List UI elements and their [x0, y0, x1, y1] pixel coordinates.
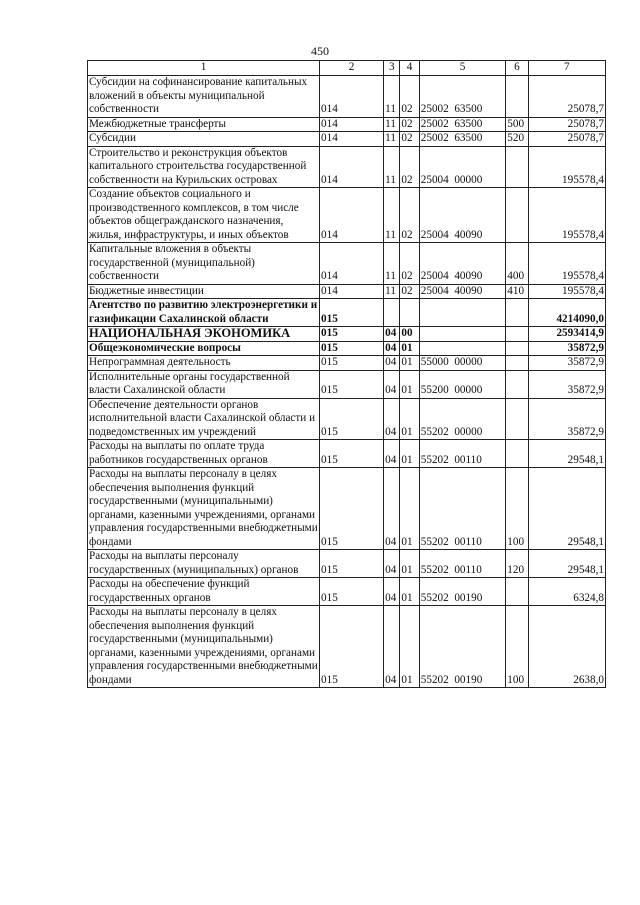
ministry-code-cell: 015 [320, 550, 384, 578]
expense-type-cell [506, 440, 528, 468]
expense-type-cell [506, 370, 528, 398]
table-row [88, 327, 606, 342]
table-row [88, 550, 606, 578]
table-row [88, 398, 606, 440]
section-code-cell: 04 [384, 356, 400, 371]
subsection-code-cell: 01 [400, 398, 419, 440]
ministry-code-cell: 014 [320, 188, 384, 243]
table-row [88, 440, 606, 468]
expense-type-cell [506, 578, 528, 606]
ministry-code-cell: 015 [320, 341, 384, 356]
target-article-cell [419, 299, 506, 327]
target-article-cell: 55202 00190 [419, 606, 506, 688]
target-article-cell: 55202 00190 [419, 578, 506, 606]
target-article-cell: 25002 63500 [419, 117, 506, 132]
amount-cell: 195578,4 [528, 188, 605, 243]
page-number: 450 [311, 44, 329, 58]
table-row [88, 188, 606, 243]
column-header: 1 [88, 61, 320, 76]
target-article-cell: 55202 00000 [419, 398, 506, 440]
ministry-code-cell: 014 [320, 243, 384, 285]
table-row [88, 356, 606, 371]
subsection-code-cell: 02 [400, 146, 419, 188]
amount-cell: 6324,8 [528, 578, 605, 606]
amount-cell: 2638,0 [528, 606, 605, 688]
row-name-cell: Непрограммная деятельность [88, 356, 320, 371]
subsection-code-cell: 01 [400, 606, 419, 688]
amount-cell: 35872,9 [528, 398, 605, 440]
row-name-cell: Расходы на выплаты персоналу в целях обеспечения выполнения функций государственными (муниципальными) органами, казенными учреждениями, органами управления государственными внебюджетными фондами [89, 468, 318, 548]
section-code-cell: 11 [384, 146, 400, 188]
subsection-code-cell: 01 [400, 440, 419, 468]
target-article-cell: 25004 00000 [419, 146, 506, 188]
column-header: 3 [384, 61, 400, 76]
table-row [88, 76, 606, 118]
subsection-code-cell: 00 [400, 327, 419, 342]
subsection-code-cell: 01 [400, 550, 419, 578]
ministry-code-cell: 015 [320, 468, 384, 550]
column-header: 7 [528, 61, 605, 76]
amount-cell: 4214090,0 [528, 299, 605, 327]
subsection-code-cell: 02 [400, 284, 419, 299]
target-article-cell: 55202 00110 [419, 550, 506, 578]
target-article-cell: 25002 63500 [419, 76, 506, 118]
row-name-cell: Расходы на обеспечение функций государственных органов [88, 578, 320, 606]
amount-cell: 195578,4 [528, 243, 605, 285]
expense-type-cell [506, 299, 528, 327]
expense-type-cell [506, 341, 528, 356]
subsection-code-cell: 02 [400, 188, 419, 243]
row-name-cell: Межбюджетные трансферты [88, 117, 320, 132]
row-name-cell: Расходы на выплаты персоналу государственных (муниципальных) органов [88, 550, 320, 578]
section-code-cell: 11 [384, 188, 400, 243]
target-article-cell: 25004 40090 [419, 243, 506, 285]
table-row [88, 132, 606, 147]
ministry-code-cell: 015 [320, 327, 384, 342]
table-row [88, 117, 606, 132]
target-article-cell: 25004 40090 [419, 284, 506, 299]
subsection-code-cell: 02 [400, 117, 419, 132]
section-code-cell [384, 299, 400, 327]
ministry-code-cell: 015 [320, 299, 384, 327]
ministry-code-cell: 015 [320, 398, 384, 440]
target-article-cell: 55202 00110 [419, 440, 506, 468]
ministry-code-cell: 014 [320, 76, 384, 118]
section-code-cell: 04 [384, 468, 400, 550]
column-header: 2 [320, 61, 384, 76]
table-row [88, 468, 606, 550]
expense-type-cell [506, 398, 528, 440]
expense-type-cell [506, 188, 528, 243]
target-article-cell: 25002 63500 [419, 132, 506, 147]
ministry-code-cell: 014 [320, 146, 384, 188]
target-article-cell: 55202 00110 [419, 468, 506, 550]
amount-cell: 35872,9 [528, 370, 605, 398]
column-header: 4 [400, 61, 419, 76]
section-code-cell: 04 [384, 606, 400, 688]
column-header: 6 [506, 61, 528, 76]
section-code-cell: 04 [384, 341, 400, 356]
ministry-code-cell: 015 [320, 578, 384, 606]
column-header: 5 [419, 61, 506, 76]
subsection-code-cell: 01 [400, 370, 419, 398]
row-name-cell: Исполнительные органы государственной власти Сахалинской области [88, 370, 320, 398]
section-code-cell: 04 [384, 327, 400, 342]
table-row [88, 243, 606, 285]
amount-cell: 2593414,9 [528, 327, 605, 342]
section-code-cell: 04 [384, 370, 400, 398]
expense-type-cell: 520 [506, 132, 528, 147]
ministry-code-cell: 015 [320, 356, 384, 371]
subsection-code-cell: 01 [400, 341, 419, 356]
amount-cell: 29548,1 [528, 468, 605, 550]
table-row [88, 578, 606, 606]
expense-type-cell: 120 [506, 550, 528, 578]
expense-type-cell: 100 [506, 606, 528, 688]
budget-table [87, 60, 606, 688]
section-code-cell: 11 [384, 76, 400, 118]
subsection-code-cell: 02 [400, 243, 419, 285]
target-article-cell: 55000 00000 [419, 356, 506, 371]
ministry-code-cell: 015 [320, 370, 384, 398]
subsection-code-cell: 02 [400, 132, 419, 147]
expense-type-cell [506, 327, 528, 342]
row-name-cell: Субсидии на софинансирование капитальных вложений в объекты муниципальной собственности [88, 76, 320, 118]
section-code-cell: 04 [384, 398, 400, 440]
table-row [88, 606, 606, 688]
target-article-cell [419, 327, 506, 342]
subsection-code-cell: 01 [400, 356, 419, 371]
expense-type-cell: 410 [506, 284, 528, 299]
target-article-cell [419, 341, 506, 356]
amount-cell: 25078,7 [528, 76, 605, 118]
section-code-cell: 11 [384, 132, 400, 147]
ministry-code-cell: 014 [320, 284, 384, 299]
row-name-cell: Субсидии [88, 132, 320, 147]
target-article-cell: 55200 00000 [419, 370, 506, 398]
row-name-cell: Общеэкономические вопросы [88, 341, 320, 356]
expense-type-cell [506, 356, 528, 371]
ministry-code-cell: 014 [320, 117, 384, 132]
amount-cell: 195578,4 [528, 146, 605, 188]
row-name-cell: Бюджетные инвестиции [88, 284, 320, 299]
row-name-cell: Капитальные вложения в объекты государственной (муниципальной) собственности [88, 243, 320, 285]
section-code-cell: 04 [384, 440, 400, 468]
table-row [88, 284, 606, 299]
section-code-cell: 11 [384, 243, 400, 285]
expense-type-cell [506, 76, 528, 118]
amount-cell: 29548,1 [528, 550, 605, 578]
amount-cell: 35872,9 [528, 341, 605, 356]
subsection-code-cell [400, 299, 419, 327]
section-code-cell: 04 [384, 550, 400, 578]
expense-type-cell: 500 [506, 117, 528, 132]
row-name-cell: Расходы на выплаты по оплате труда работников государственных органов [88, 440, 320, 468]
amount-cell: 25078,7 [528, 117, 605, 132]
expense-type-cell: 100 [506, 468, 528, 550]
expense-type-cell [506, 146, 528, 188]
row-name-cell: Строительство и реконструкция объектов капитального строительства государственной собственности на Курильских островах [88, 146, 320, 188]
expense-type-cell: 400 [506, 243, 528, 285]
row-name-cell: Агентство по развитию электроэнергетики и газификации Сахалинской области [88, 299, 320, 327]
target-article-cell: 25004 40090 [419, 188, 506, 243]
subsection-code-cell: 02 [400, 76, 419, 118]
table-row [88, 299, 606, 327]
subsection-code-cell: 01 [400, 468, 419, 550]
table-row [88, 370, 606, 398]
table-row [88, 146, 606, 188]
amount-cell: 29548,1 [528, 440, 605, 468]
ministry-code-cell: 015 [320, 440, 384, 468]
row-name-cell: НАЦИОНАЛЬНАЯ ЭКОНОМИКА [88, 327, 320, 342]
table-row [88, 341, 606, 356]
amount-cell: 35872,9 [528, 356, 605, 371]
row-name-cell: Обеспечение деятельности органов исполнительной власти Сахалинской области и подведомственных им учреждений [88, 398, 320, 440]
column-number-row [88, 61, 606, 76]
subsection-code-cell: 01 [400, 578, 419, 606]
ministry-code-cell: 014 [320, 132, 384, 147]
row-name-cell: Создание объектов социального и производственного комплексов, в том числе объектов общегражданского назначения, жилья, инфраструктуры, и иных объектов [88, 188, 320, 243]
row-name-cell: Расходы на выплаты персоналу в целях обеспечения выполнения функций государственными (муниципальными) органами, казенными учреждениями, органами управления государственными внебюджетными фондами [89, 606, 318, 686]
section-code-cell: 11 [384, 284, 400, 299]
section-code-cell: 11 [384, 117, 400, 132]
amount-cell: 195578,4 [528, 284, 605, 299]
section-code-cell: 04 [384, 578, 400, 606]
amount-cell: 25078,7 [528, 132, 605, 147]
ministry-code-cell: 015 [320, 606, 384, 688]
